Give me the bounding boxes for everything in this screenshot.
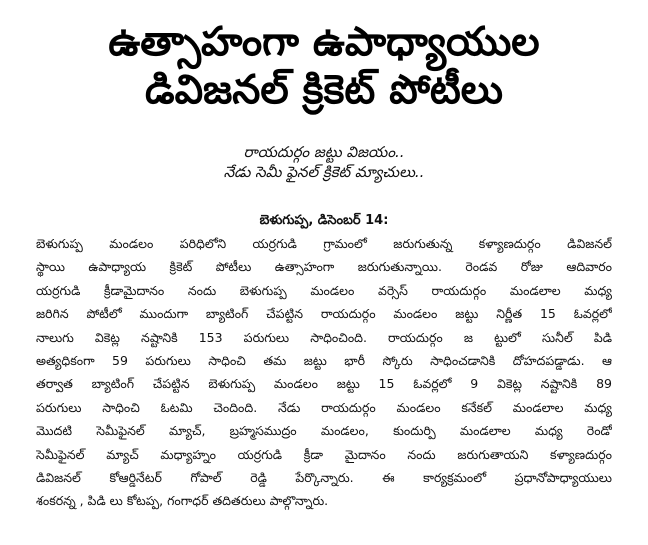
subheadline-2: నేడు సెమీ ఫైనల్ క్రికెట్ మ్యాచులు.. bbox=[223, 163, 425, 181]
body-line: నాలుగు వికెట్ల నష్టానికి 153 పరుగులు సాధించింది. రాయదుర్గం జ ట్టులో సునీల్ పిడి bbox=[36, 329, 612, 345]
body-line: తర్వాత బ్యాటింగ్ చేపట్టిన బెళుగుప్ప మండలం జట్టు 15 ఓవర్లలో 9 వికెట్ల నష్టానికి 89 bbox=[36, 376, 612, 392]
body-line: సెమీఫైనల్ మ్యాచ్ మధ్యాహ్నం యర్రగుడి క్రీడా మైదానం నందు జరుగుతాయని కళ్యాణదుర్గం bbox=[36, 446, 612, 462]
subheadline-1: రాయదుర్గం జట్టు విజయం.. bbox=[243, 143, 405, 161]
headline-line-1: ఉత్సాహంగా ఉపాధ్యాయుల bbox=[108, 19, 540, 65]
dateline: బెళుగుప్ప, డిసెంబర్ 14: bbox=[259, 213, 389, 228]
body-line: పరుగులు సాధించి ఓటమి చెందింది. నేడు రాయదుర్గం మండలం కనేకల్ మండలాల మధ్య bbox=[36, 399, 612, 415]
headline-line-2: డివిజనల్ క్రికెట్ పోటీలు bbox=[144, 67, 503, 113]
body-line: డివిజనల్ కోఆర్డినేటర్ గోపాల్ రెడ్డి పేర్కొన్నారు. ఈ కార్యక్రమంలో ప్రధానోపాధ్యాయులు bbox=[36, 469, 612, 485]
body-line: స్థాయి ఉపాధ్యాయ క్రికెట్ పోటీలు ఉత్సాహంగా జరుగుతున్నాయి. రెండవ రోజు ఆదివారం bbox=[36, 259, 612, 275]
body-line: అత్యధికంగా 59 పరుగులు సాధించి తమ జట్టు భారీ స్కోరు సాధించడానికి దోహదపడ్డాడు. ఆ bbox=[36, 352, 612, 368]
body-line: మొదటి సెమీఫైనల్ మ్యాచ్, బ్రహ్మసముద్రం మండలం, కుందుర్పి మండలాల మధ్య రెండో bbox=[36, 423, 612, 439]
body-line: శంకరన్న , పిడి లు కోటప్ప, గంగాధర్ తదితరులు పాల్గొన్నారు. bbox=[36, 493, 329, 509]
body-line: యర్రగుడి క్రీడామైదానం నందు బెళుగుప్ప మండలం వర్సెస్ రాయదుర్గం మండలాల మధ్య bbox=[36, 282, 612, 298]
body-line: బెళుగుప్ప మండలం పరిధిలోని యర్రగుడి గ్రామంలో జరుగుతున్న కళ్యాణదుర్గం డివిజనల్ bbox=[36, 236, 612, 251]
article-body bbox=[36, 232, 612, 513]
body-line: జరిగిన పోటీలో ముందుగా బ్యాటింగ్ చేపట్టిన రాయదుర్గం మండలం జట్టు నిర్ణీత 15 ఓవర్లలో bbox=[36, 306, 612, 322]
